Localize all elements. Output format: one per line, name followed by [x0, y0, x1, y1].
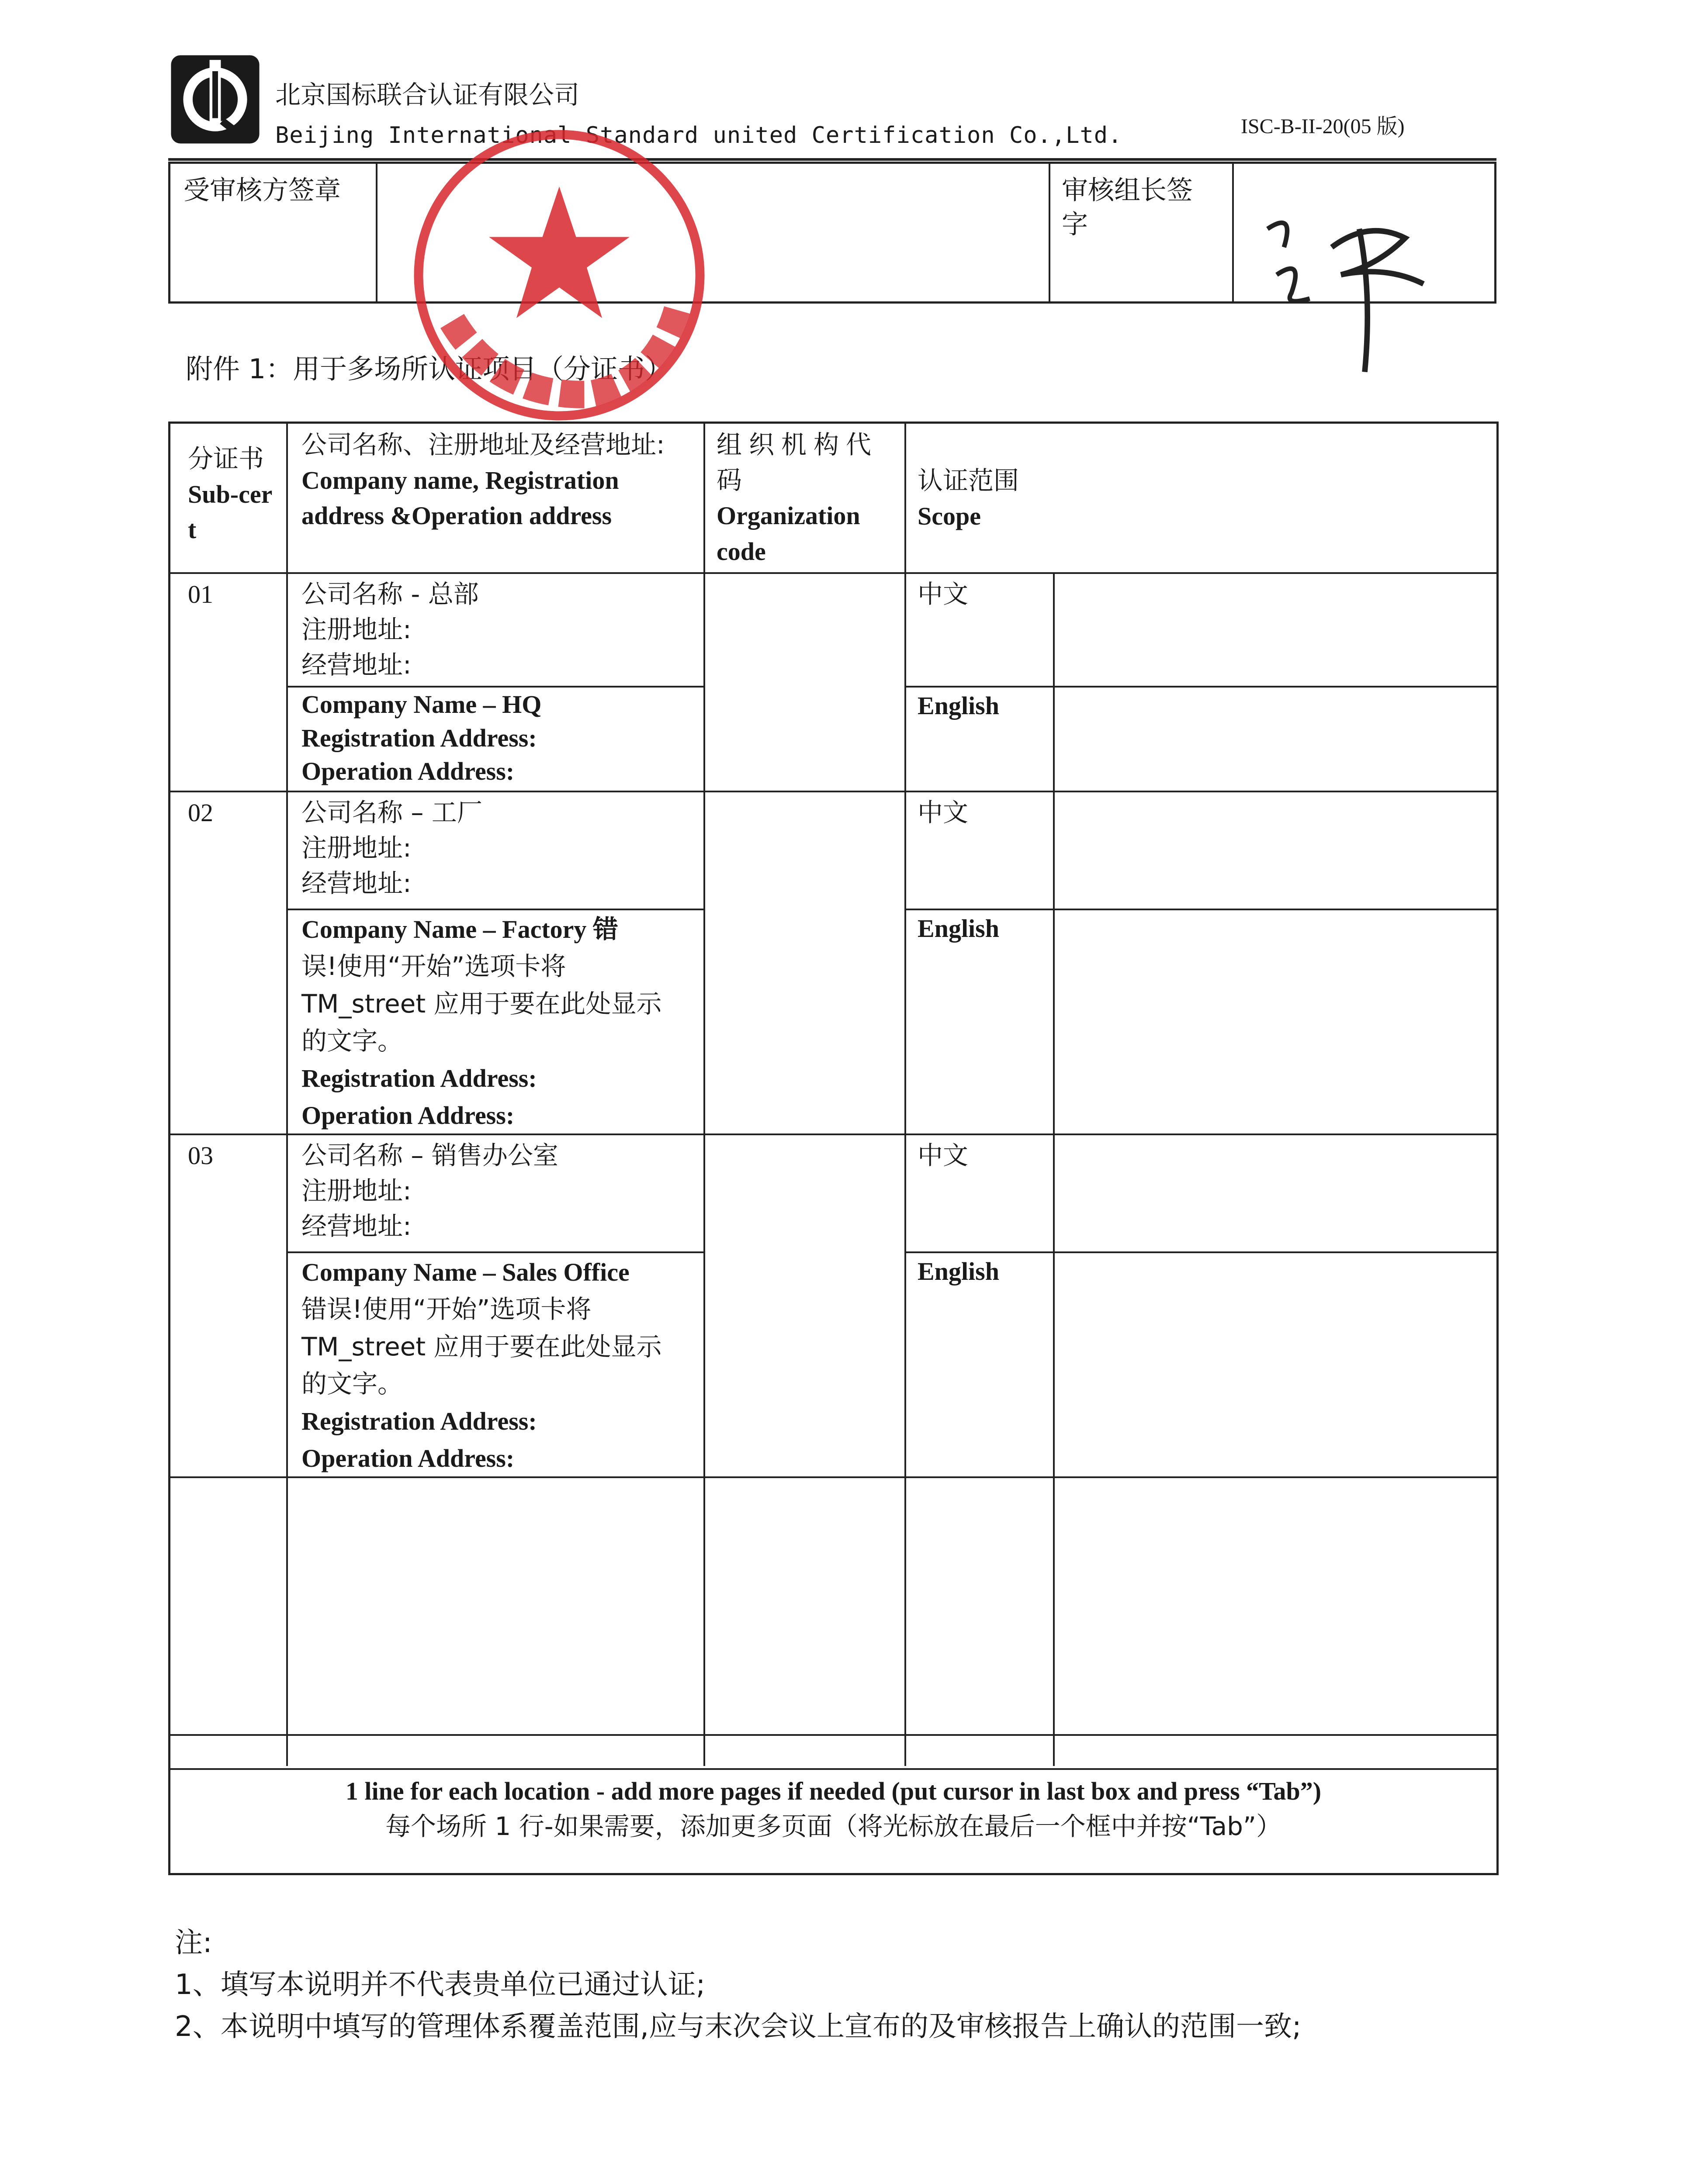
registration-address-cn-field: 注册地址:	[301, 833, 412, 863]
column-divider	[904, 424, 906, 1766]
divider	[1232, 164, 1234, 301]
divider	[376, 164, 377, 301]
field-error-note: 误!使用“开始”选项卡将 TM_street 应用于要在此处显示的文字。	[301, 951, 662, 1056]
operation-address-en-field: Operation Address:	[301, 1101, 515, 1130]
row-divider	[904, 909, 1496, 910]
row-divider	[904, 1251, 1496, 1253]
row-divider	[170, 791, 1496, 792]
scope-cn-label: 中文	[918, 1140, 969, 1170]
instruction-cn: 每个场所 1 行-如果需要，添加更多页面（将光标放在最后一个框中并按“Tab”）	[385, 1811, 1281, 1842]
company-name-en-field: Company Name – Factory 错	[301, 915, 618, 943]
scope-en-label: English	[918, 914, 999, 943]
row-divider	[170, 1734, 1496, 1736]
row-divider	[286, 909, 703, 910]
auditee-seal-label: 受审核方签章	[184, 175, 341, 206]
row-en-details	[301, 688, 695, 788]
company-name-en: Beijing International Standard united Certification Co.,Ltd.	[275, 122, 1122, 149]
sub-certificate-table	[168, 422, 1499, 1875]
scope-cn-label: 中文	[918, 579, 969, 609]
scope-en-label: English	[918, 1257, 999, 1286]
team-leader-label: 审核组长签字	[1062, 175, 1193, 240]
header-company-en: Company name, Registration address &Operation address	[301, 466, 619, 530]
company-name-en-field: Company Name – HQ	[301, 690, 542, 719]
column-divider	[703, 424, 705, 1766]
company-name-cn: 北京国标联合认证有限公司	[275, 80, 580, 110]
company-name-cn-field: 公司名称 - 总部	[301, 579, 479, 609]
row-number: 02	[188, 798, 213, 827]
header-divider	[168, 158, 1496, 161]
company-name-cn-field: 公司名称 – 工厂	[301, 798, 482, 827]
company-logo	[168, 52, 262, 146]
header-scope-en: Scope	[918, 502, 981, 531]
row-divider	[170, 572, 1496, 574]
row-en-details	[301, 911, 686, 1134]
registration-address-cn-field: 注册地址:	[301, 615, 412, 645]
row-cn-details	[301, 795, 695, 902]
header-org-code	[717, 427, 900, 569]
scope-divider	[1053, 572, 1055, 1766]
instruction-en: 1 line for each location - add more pages if needed (put cursor in last box and press “Tab”)	[345, 1777, 1322, 1805]
operation-address-cn-field: 经营地址:	[301, 650, 412, 680]
field-error-note: 错误!使用“开始”选项卡将 TM_street 应用于要在此处显示的文字。	[301, 1294, 662, 1399]
registration-address-en-field: Registration Address:	[301, 723, 537, 752]
row-divider	[286, 686, 703, 688]
row-cn-details	[301, 1138, 695, 1244]
header-scope	[918, 463, 1136, 534]
row-divider	[170, 1768, 1496, 1770]
operation-address-cn-field: 经营地址:	[301, 1211, 412, 1241]
divider	[1049, 164, 1050, 301]
operation-address-en-field: Operation Address:	[301, 757, 515, 786]
note-item: 1、填写本说明并不代表贵单位已通过认证;	[175, 1969, 706, 2001]
operation-address-cn-field: 经营地址:	[301, 868, 412, 898]
header-subcert	[188, 441, 280, 548]
row-number: 03	[188, 1141, 213, 1170]
header-subcert-cn: 分证书	[188, 444, 264, 473]
header-org-cn: 组织机构代码	[717, 430, 879, 495]
header-subcert-en: Sub-cert	[188, 480, 273, 544]
header-company	[301, 427, 695, 534]
notes-section	[175, 1922, 1302, 2048]
row-divider	[286, 1251, 703, 1253]
attachment-title: 附件 1：用于多场所认证项目（分证书）	[186, 353, 672, 385]
registration-address-cn-field: 注册地址:	[301, 1176, 412, 1206]
row-number: 01	[188, 580, 213, 608]
registration-address-en-field: Registration Address:	[301, 1407, 537, 1435]
row-en-details	[301, 1254, 686, 1477]
column-divider	[286, 424, 288, 1766]
row-divider	[904, 686, 1496, 688]
scope-en-label: English	[918, 691, 999, 720]
notes-title: 注:	[175, 1927, 212, 1959]
registration-address-en-field: Registration Address:	[301, 1064, 537, 1092]
company-seal-stamp	[406, 122, 712, 428]
table-instruction	[170, 1773, 1496, 1844]
row-cn-details	[301, 577, 695, 683]
company-name-en-field: Company Name – Sales Office	[301, 1258, 630, 1286]
operation-address-en-field: Operation Address:	[301, 1444, 515, 1473]
header-org-en: Organization code	[717, 501, 860, 566]
note-item: 2、本说明中填写的管理体系覆盖范围,应与末次会议上宣布的及审核报告上确认的范围一致;	[175, 2011, 1302, 2043]
company-name-cn-field: 公司名称 – 销售办公室	[301, 1140, 558, 1170]
document-code: ISC-B-II-20(05 版)	[1241, 115, 1405, 138]
header-company-cn: 公司名称、注册地址及经营地址:	[301, 430, 665, 460]
team-leader-signature	[1258, 192, 1442, 376]
scope-cn-label: 中文	[918, 798, 969, 827]
header-scope-cn: 认证范围	[918, 466, 1019, 495]
